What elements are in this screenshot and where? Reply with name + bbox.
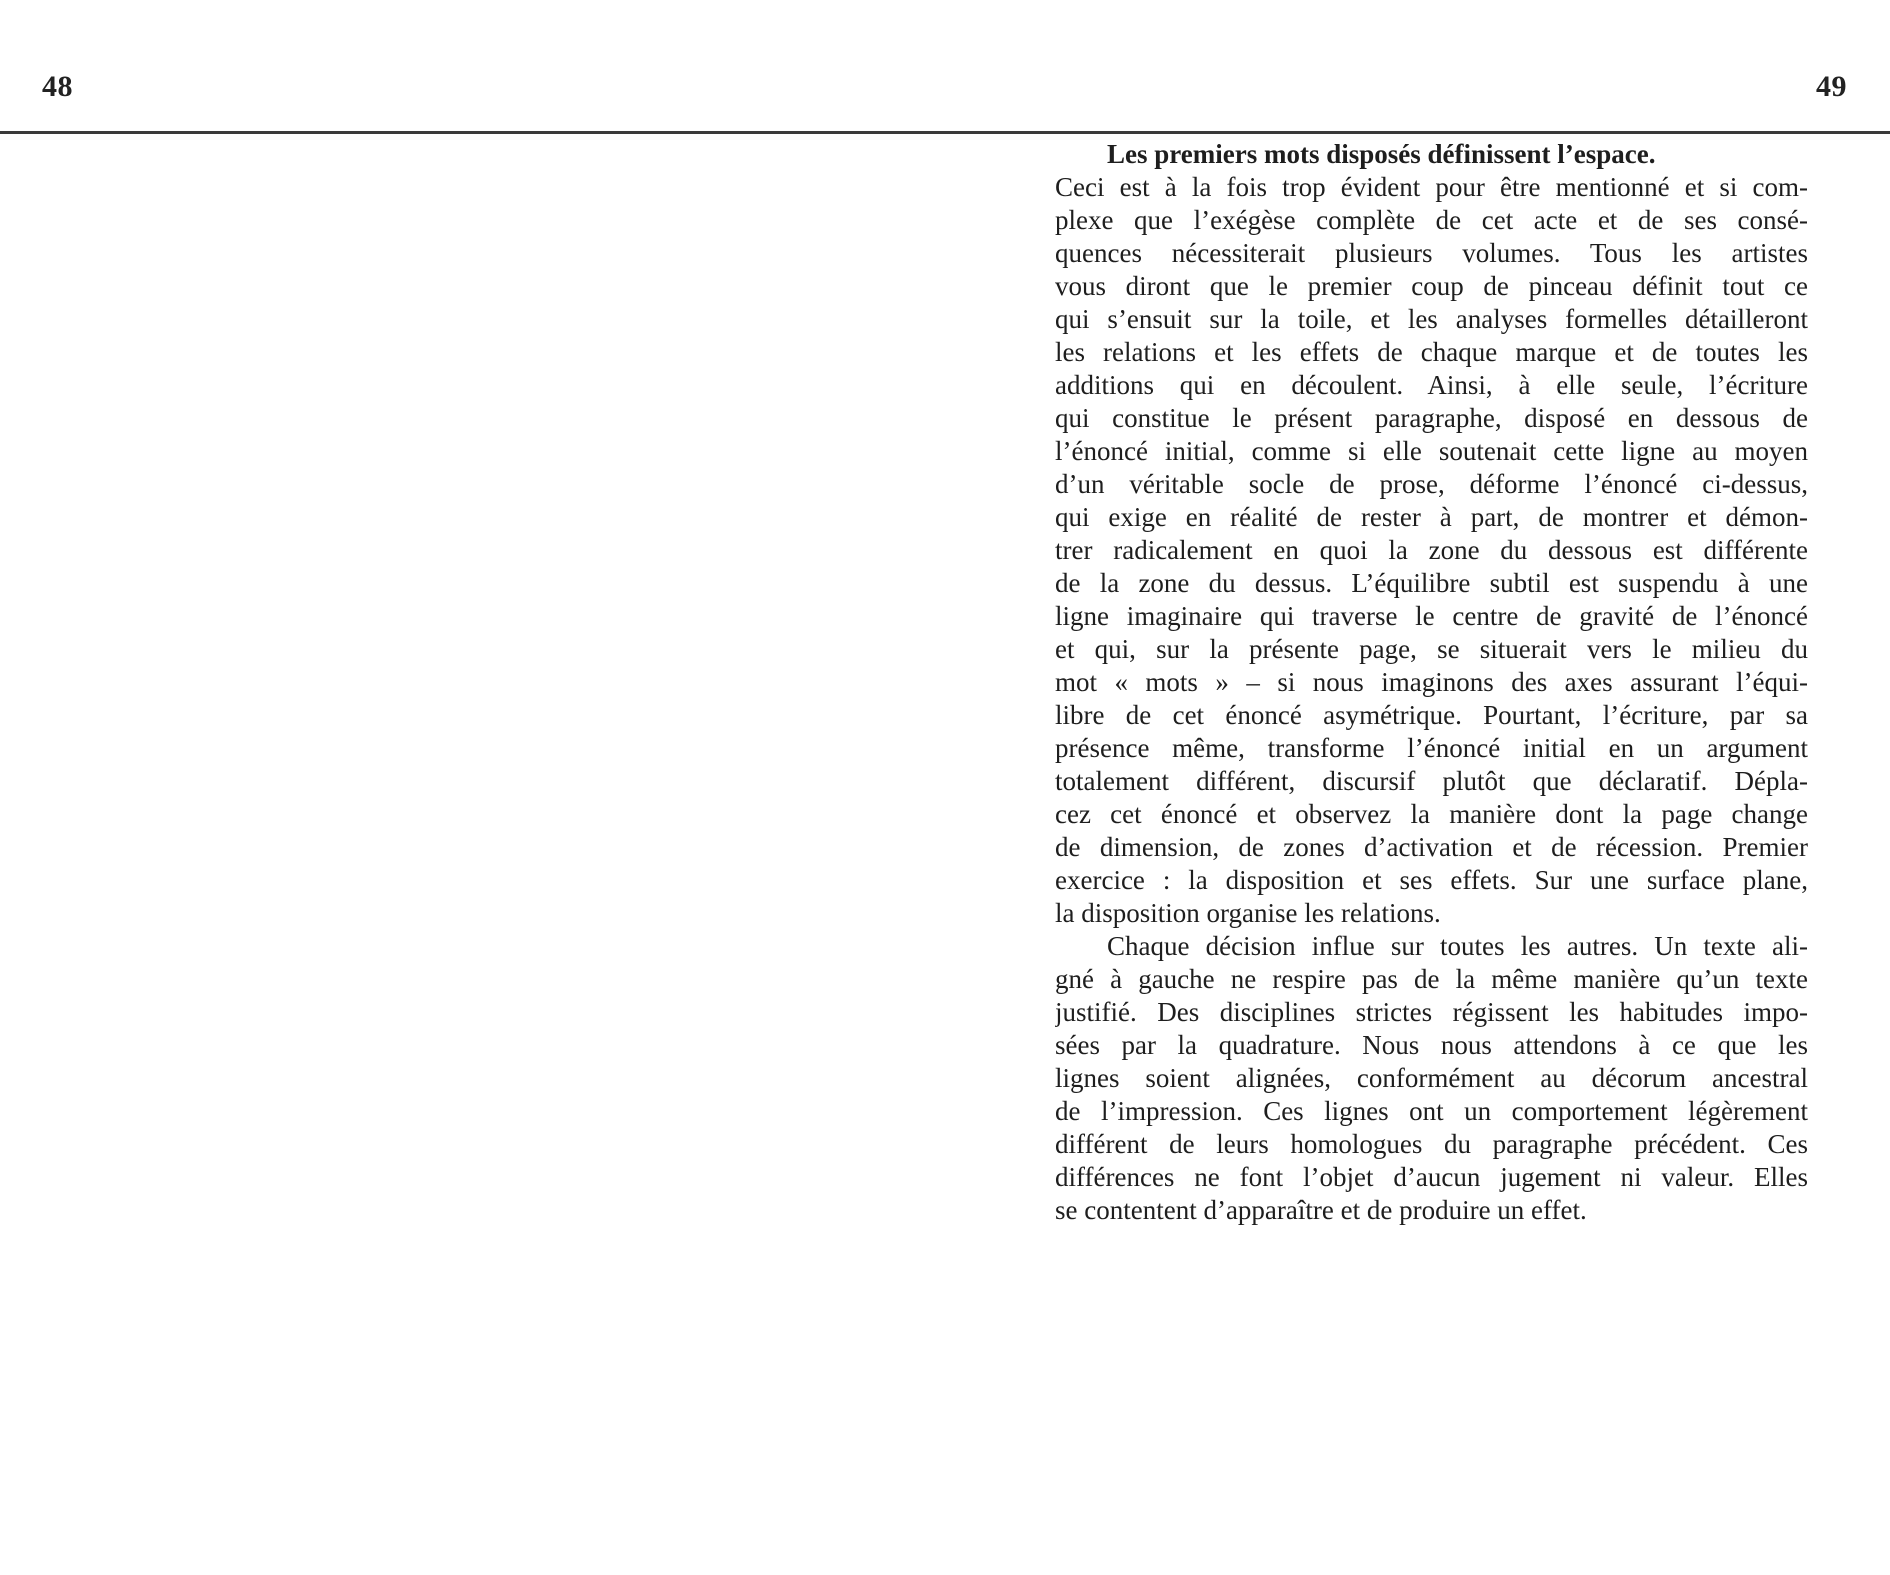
paragraph-1-lines xyxy=(1055,171,1808,897)
text-line: quences nécessiterait plusieurs volumes. Tous les artistes xyxy=(1055,238,1808,268)
text-line: se contentent d’apparaître et de produire un effet. xyxy=(1055,1195,1587,1225)
text-line: cez cet énoncé et observez la manière dont la page change xyxy=(1055,799,1808,829)
text-line: vous diront que le premier coup de pinceau définit tout ce xyxy=(1055,271,1808,301)
text-line: additions qui en découlent. Ainsi, à elle seule, l’écriture xyxy=(1055,370,1808,400)
text-line: Chaque décision influe sur toutes les autres. Un texte ali- xyxy=(1107,931,1808,961)
text-line: de l’impression. Ces lignes ont un comportement légèrement xyxy=(1055,1096,1808,1126)
header-rule xyxy=(0,131,1890,134)
text-line: plexe que l’exégèse complète de cet acte et de ses consé- xyxy=(1055,205,1808,235)
text-line: différent de leurs homologues du paragraphe précédent. Ces xyxy=(1055,1129,1808,1159)
text-line: exercice : la disposition et ses effets. Sur une surface plane, xyxy=(1055,865,1808,895)
text-line: la disposition organise les relations. xyxy=(1055,898,1441,928)
text-line: qui exige en réalité de rester à part, de montrer et démon- xyxy=(1055,502,1808,532)
text-line: libre de cet énoncé asymétrique. Pourtant, l’écriture, par sa xyxy=(1055,700,1808,730)
text-line: trer radicalement en quoi la zone du dessous est différente xyxy=(1055,535,1808,565)
text-column xyxy=(1055,138,1808,1227)
text-line: totalement différent, discursif plutôt que déclaratif. Dépla- xyxy=(1055,766,1808,796)
paragraph-heading: Les premiers mots disposés définissent l’espace. xyxy=(1107,139,1656,169)
text-line: d’un véritable socle de prose, déforme l’énoncé ci-dessus, xyxy=(1055,469,1808,499)
text-line: les relations et les effets de chaque marque et de toutes les xyxy=(1055,337,1808,367)
text-line: présence même, transforme l’énoncé initial en un argument xyxy=(1055,733,1808,763)
text-line: différences ne font l’objet d’aucun jugement ni valeur. Elles xyxy=(1055,1162,1808,1192)
text-line: lignes soient alignées, conformément au décorum ancestral xyxy=(1055,1063,1808,1093)
text-line: de dimension, de zones d’activation et de récession. Premier xyxy=(1055,832,1808,862)
right-page-number: 49 xyxy=(1816,70,1847,103)
text-line: ligne imaginaire qui traverse le centre de gravité de l’énoncé xyxy=(1055,601,1808,631)
text-line: gné à gauche ne respire pas de la même manière qu’un texte xyxy=(1055,964,1808,994)
text-line: qui constitue le présent paragraphe, disposé en dessous de xyxy=(1055,403,1808,433)
paragraph-2 xyxy=(1055,930,1808,1227)
text-line: mot « mots » – si nous imaginons des axes assurant l’équi- xyxy=(1055,667,1808,697)
left-page-number: 48 xyxy=(42,70,73,103)
text-line: justifié. Des disciplines strictes régissent les habitudes impo- xyxy=(1055,997,1808,1027)
text-line: l’énoncé initial, comme si elle soutenait cette ligne au moyen xyxy=(1055,436,1808,466)
paragraph-2-lines xyxy=(1055,963,1808,1194)
text-line: qui s’ensuit sur la toile, et les analyses formelles détailleront xyxy=(1055,304,1808,334)
text-line: et qui, sur la présente page, se situerait vers le milieu du xyxy=(1055,634,1808,664)
text-line: Ceci est à la fois trop évident pour être mentionné et si com- xyxy=(1055,172,1808,202)
text-line: de la zone du dessus. L’équilibre subtil est suspendu à une xyxy=(1055,568,1808,598)
text-line: sées par la quadrature. Nous nous attendons à ce que les xyxy=(1055,1030,1808,1060)
paragraph-1 xyxy=(1055,171,1808,930)
